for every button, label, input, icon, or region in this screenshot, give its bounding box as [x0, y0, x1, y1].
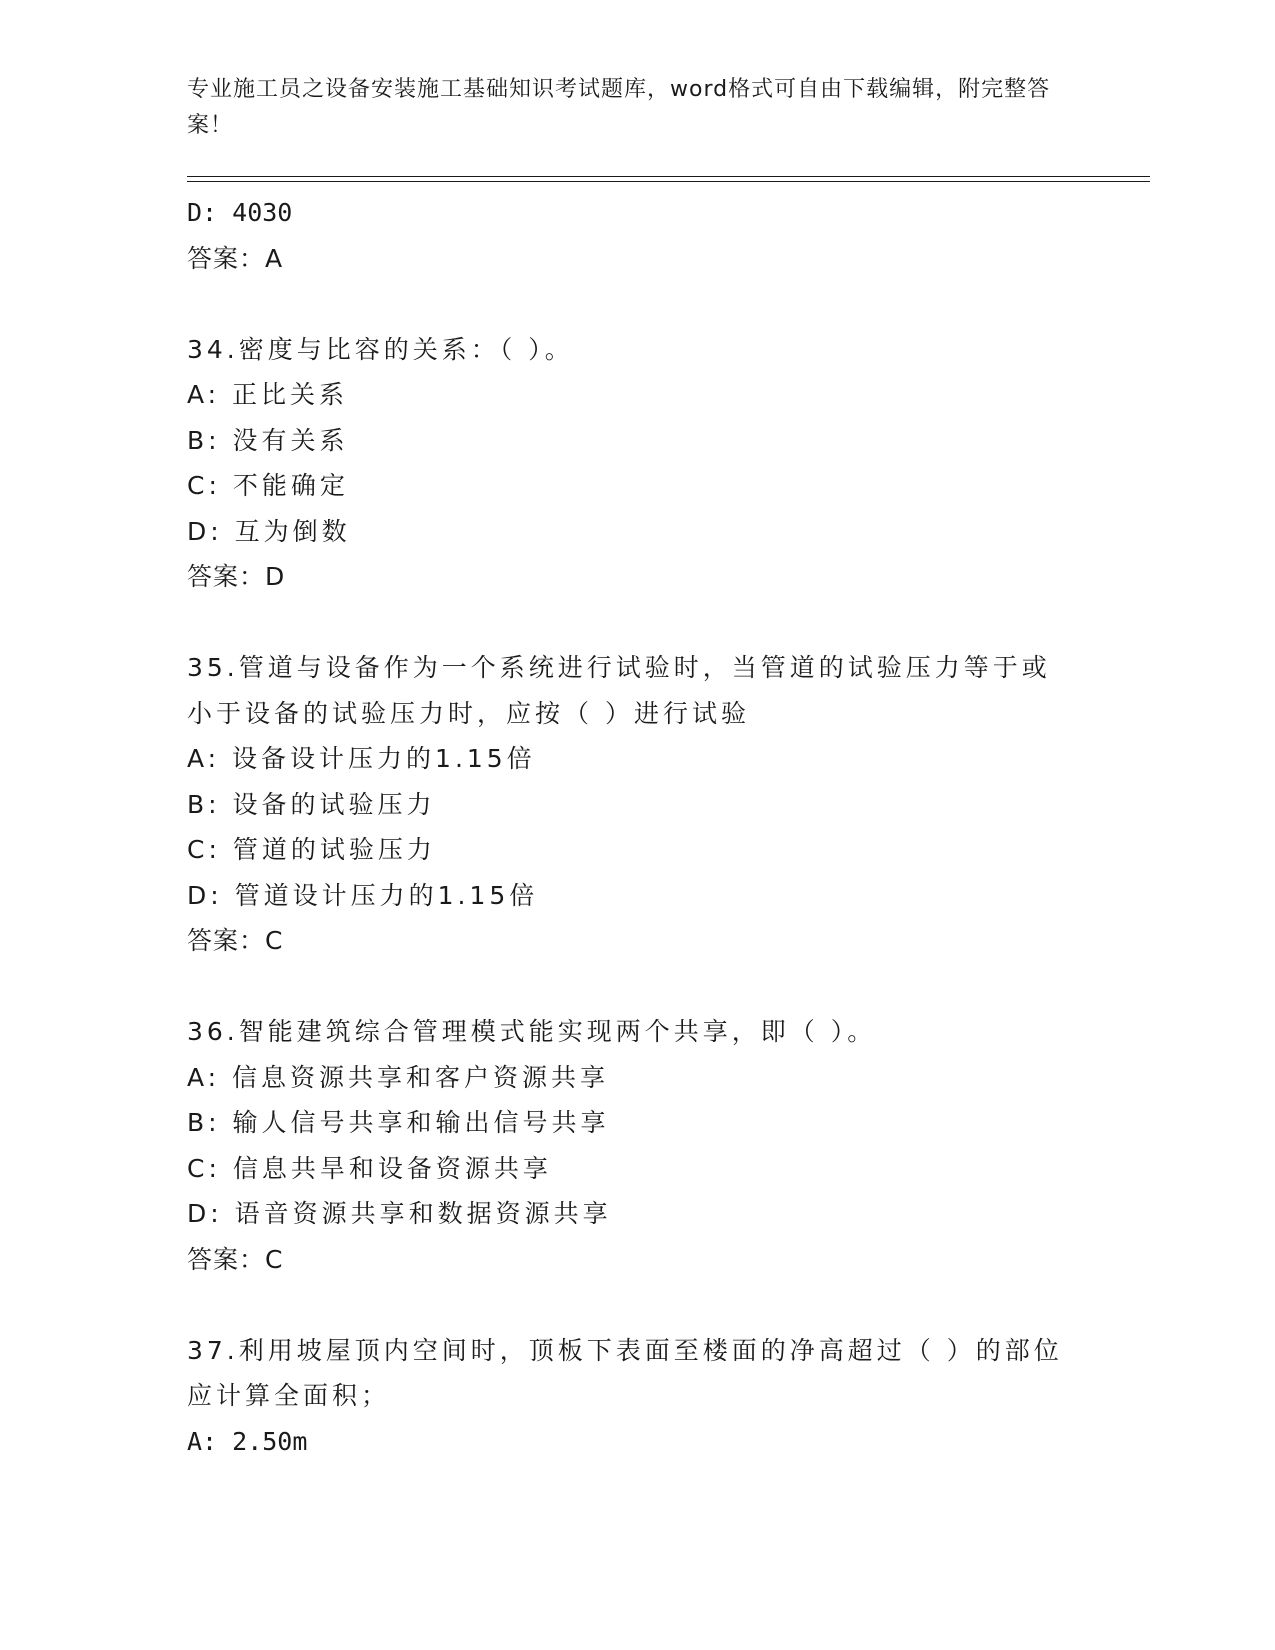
question-36-option-b: B: 输人信号共享和输出信号共享: [187, 1108, 610, 1137]
question-36-option-d: D: 语音资源共享和数据资源共享: [187, 1199, 612, 1228]
header-divider-bottom: [187, 181, 1150, 182]
prev-answer: 答案：A: [187, 243, 284, 273]
question-36-answer: 答案：C: [187, 1244, 284, 1274]
question-34-answer: 答案：D: [187, 562, 286, 591]
question-36-option-a: A: 信息资源共享和客户资源共享: [187, 1062, 610, 1092]
question-35-option-c: C: 管道的试验压力: [187, 835, 436, 864]
question-34-option-d: D: 互为倒数: [187, 516, 351, 546]
spacer: [187, 1282, 1087, 1328]
spacer: [187, 964, 1087, 1010]
spacer: [187, 281, 1087, 327]
header-divider-top: [187, 176, 1150, 177]
page-header: [187, 72, 1067, 144]
question-35-option-b: B: 设备的试验压力: [187, 789, 436, 819]
question-35-stem: 35.管道与设备作为一个系统进行试验时，当管道的试验压力等于或小于设备的试验压力时，应按（ ）进行试验: [187, 653, 1051, 728]
prev-option-d: D: 4030: [187, 198, 293, 227]
question-34-option-a: A: 正比关系: [187, 380, 349, 409]
question-37-option-a: A: 2.50m: [187, 1426, 308, 1456]
question-34-option-c: C: 不能确定: [187, 471, 349, 500]
question-34-stem: 34.密度与比容的关系：（ ）。: [187, 334, 574, 364]
question-34-option-b: B: 没有关系: [187, 425, 349, 455]
question-35-option-d: D: 管道设计压力的1.15倍: [187, 880, 539, 910]
question-37-stem: 37.利用坡屋顶内空间时，顶板下表面至楼面的净高超过（ ）的部位应计算全面积；: [187, 1335, 1063, 1410]
question-35-answer: 答案：C: [187, 926, 284, 955]
question-36-option-c: C: 信息共旱和设备资源共享: [187, 1153, 552, 1183]
question-35-option-a: A: 设备设计压力的1.15倍: [187, 744, 536, 773]
question-list: [187, 190, 1087, 1464]
question-36-stem: 36.智能建筑综合管理模式能实现两个共享，即（ ）。: [187, 1017, 877, 1046]
spacer: [187, 600, 1087, 646]
header-text: 专业施工员之设备安装施工基础知识考试题库，word格式可自由下载编辑，附完整答案！: [187, 77, 1051, 138]
